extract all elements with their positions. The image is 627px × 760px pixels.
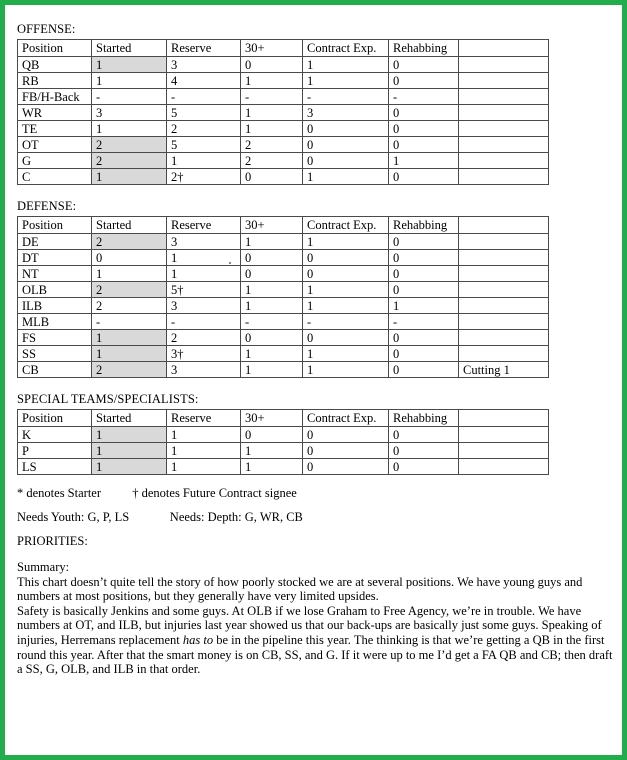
column-header-position: Position	[18, 40, 92, 57]
cell-started: 1	[92, 346, 167, 362]
cell-contract-exp: 1	[303, 169, 389, 185]
cell-position: FS	[18, 330, 92, 346]
cell-reserve: 3	[167, 57, 241, 73]
cell-position: RB	[18, 73, 92, 89]
column-header-position: Position	[18, 217, 92, 234]
cell-started: 1	[92, 427, 167, 443]
cell-thirty-plus: 1	[241, 298, 303, 314]
cell-contract-exp: 1	[303, 282, 389, 298]
cell-notes	[459, 153, 549, 169]
cell-started: 0	[92, 250, 167, 266]
column-header-contract-exp: Contract Exp.	[303, 410, 389, 427]
table-row	[18, 57, 549, 73]
cell-notes	[459, 459, 549, 475]
cell-notes	[459, 250, 549, 266]
cell-reserve: 1	[167, 153, 241, 169]
table-row	[18, 266, 549, 282]
cell-notes	[459, 137, 549, 153]
cell-started: 2	[92, 298, 167, 314]
cell-position: DE	[18, 234, 92, 250]
cell-reserve: 1	[167, 459, 241, 475]
summary-p2-part-a: Safety is basically Jenkins and some guys. At OLB if we lose Graham to Free Agency, we’re in trouble. We have numbers at OT, and ILB, but injuries last year showed us that our back-ups are basically just some guys. Speaking of injuries, Herremans replacement	[17, 603, 602, 647]
cell-started: 1	[92, 266, 167, 282]
column-header-reserve: Reserve	[167, 217, 241, 234]
cell-reserve: 2	[167, 330, 241, 346]
cell-reserve: 4	[167, 73, 241, 89]
cell-rehabbing: 0	[389, 362, 459, 378]
cell-contract-exp: 1	[303, 362, 389, 378]
table-row	[18, 89, 549, 105]
table-header-row	[18, 410, 549, 427]
column-header-contract-exp: Contract Exp.	[303, 217, 389, 234]
table-row	[18, 459, 549, 475]
cell-rehabbing: 0	[389, 234, 459, 250]
cell-position: CB	[18, 362, 92, 378]
cell-contract-exp: 0	[303, 330, 389, 346]
needs-line: Needs Youth: G, P, LS Needs: Depth: G, WR, CB	[17, 510, 303, 524]
cell-notes	[459, 89, 549, 105]
column-header-contract-exp: Contract Exp.	[303, 40, 389, 57]
cell-started: 2	[92, 282, 167, 298]
cell-thirty-plus: 2	[241, 153, 303, 169]
spacer	[14, 475, 610, 486]
table-row	[18, 153, 549, 169]
cell-notes	[459, 121, 549, 137]
cell-thirty-plus: 1	[241, 459, 303, 475]
cell-started: -	[92, 314, 167, 330]
cell-started: 1	[92, 443, 167, 459]
cell-position: NT	[18, 266, 92, 282]
cell-contract-exp: -	[303, 89, 389, 105]
cell-reserve: 1	[167, 443, 241, 459]
column-header-started: Started	[92, 40, 167, 57]
summary-paragraph-2	[17, 604, 617, 677]
cell-position: QB	[18, 57, 92, 73]
cell-started: 2	[92, 362, 167, 378]
table-row	[18, 169, 549, 185]
cell-reserve: 1	[167, 427, 241, 443]
summary-paragraph-1: This chart doesn’t quite tell the story of how poorly stocked we are at several positions. We have young guys and numbers at most positions, but they generally have very limited upsides.	[17, 574, 583, 604]
table-row	[18, 282, 549, 298]
cell-contract-exp: 0	[303, 266, 389, 282]
table-row	[18, 346, 549, 362]
cell-rehabbing: 0	[389, 330, 459, 346]
defense-depth-table	[17, 216, 549, 378]
cell-position: MLB	[18, 314, 92, 330]
cell-rehabbing: 0	[389, 282, 459, 298]
spacer	[14, 525, 610, 534]
cell-started: 1	[92, 121, 167, 137]
cell-position: G	[18, 153, 92, 169]
special-teams-table-body	[18, 410, 549, 475]
cell-rehabbing: -	[389, 314, 459, 330]
column-header-thirty-plus: 30+	[241, 410, 303, 427]
cell-rehabbing: 1	[389, 298, 459, 314]
spacer	[14, 549, 610, 560]
column-header-position: Position	[18, 410, 92, 427]
cell-rehabbing: 0	[389, 137, 459, 153]
cell-started: 1	[92, 57, 167, 73]
cell-position: WR	[18, 105, 92, 121]
cell-position: P	[18, 443, 92, 459]
cell-thirty-plus: 1	[241, 121, 303, 137]
offense-table-body	[18, 40, 549, 185]
table-row	[18, 330, 549, 346]
special-teams-depth-table	[17, 409, 549, 475]
table-header-row	[18, 217, 549, 234]
cell-notes	[459, 105, 549, 121]
scan-artifact-dot	[229, 262, 231, 264]
cell-started: 1	[92, 330, 167, 346]
cell-rehabbing: 0	[389, 57, 459, 73]
cell-thirty-plus: 1	[241, 443, 303, 459]
cell-notes	[459, 282, 549, 298]
section-title-defense: DEFENSE:	[17, 199, 77, 213]
cell-position: DT	[18, 250, 92, 266]
legend-denotes-line: * denotes Starter † denotes Future Contract signee	[17, 486, 297, 500]
cell-started: 1	[92, 459, 167, 475]
column-header-started: Started	[92, 410, 167, 427]
cell-contract-exp: 0	[303, 121, 389, 137]
cell-rehabbing: 0	[389, 443, 459, 459]
table-row	[18, 105, 549, 121]
column-header-rehabbing: Rehabbing	[389, 410, 459, 427]
cell-thirty-plus: 0	[241, 330, 303, 346]
cell-notes	[459, 73, 549, 89]
column-header-thirty-plus: 30+	[241, 40, 303, 57]
cell-contract-exp: -	[303, 314, 389, 330]
column-header-rehabbing: Rehabbing	[389, 40, 459, 57]
cell-reserve: 5	[167, 137, 241, 153]
spacer	[14, 378, 610, 392]
cell-position: OLB	[18, 282, 92, 298]
table-row	[18, 443, 549, 459]
table-row	[18, 121, 549, 137]
spacer	[14, 185, 610, 199]
summary-heading: Summary:	[17, 560, 70, 574]
cell-thirty-plus: -	[241, 314, 303, 330]
cell-position: LS	[18, 459, 92, 475]
cell-contract-exp: 0	[303, 427, 389, 443]
cell-reserve: 3†	[167, 346, 241, 362]
cell-rehabbing: 0	[389, 250, 459, 266]
column-header-thirty-plus: 30+	[241, 217, 303, 234]
summary-block	[17, 560, 617, 677]
cell-notes	[459, 266, 549, 282]
column-header-notes	[459, 410, 549, 427]
table-row	[18, 73, 549, 89]
cell-started: 1	[92, 73, 167, 89]
cell-thirty-plus: 1	[241, 73, 303, 89]
cell-contract-exp: 1	[303, 234, 389, 250]
cell-thirty-plus: -	[241, 89, 303, 105]
cell-position: K	[18, 427, 92, 443]
column-header-reserve: Reserve	[167, 410, 241, 427]
cell-started: 1	[92, 169, 167, 185]
cell-reserve: 2	[167, 121, 241, 137]
table-row	[18, 250, 549, 266]
cell-thirty-plus: 1	[241, 234, 303, 250]
table-row	[18, 362, 549, 378]
column-header-reserve: Reserve	[167, 40, 241, 57]
cell-notes	[459, 330, 549, 346]
cell-reserve: -	[167, 314, 241, 330]
cell-position: ILB	[18, 298, 92, 314]
cell-thirty-plus: 1	[241, 362, 303, 378]
document-body	[5, 5, 622, 755]
cell-contract-exp: 1	[303, 298, 389, 314]
cell-position: FB/H-Back	[18, 89, 92, 105]
cell-reserve: 5†	[167, 282, 241, 298]
spacer	[14, 501, 610, 510]
cell-contract-exp: 1	[303, 57, 389, 73]
column-header-started: Started	[92, 217, 167, 234]
cell-rehabbing: 0	[389, 121, 459, 137]
table-row	[18, 427, 549, 443]
column-header-rehabbing: Rehabbing	[389, 217, 459, 234]
cell-reserve: -	[167, 89, 241, 105]
cell-position: TE	[18, 121, 92, 137]
table-header-row	[18, 40, 549, 57]
cell-notes	[459, 427, 549, 443]
cell-thirty-plus: 1	[241, 282, 303, 298]
cell-notes: Cutting 1	[459, 362, 549, 378]
cell-contract-exp: 0	[303, 153, 389, 169]
cell-rehabbing: -	[389, 89, 459, 105]
cell-notes	[459, 443, 549, 459]
cell-thirty-plus: 1	[241, 346, 303, 362]
cell-contract-exp: 0	[303, 137, 389, 153]
cell-started: -	[92, 89, 167, 105]
cell-contract-exp: 0	[303, 459, 389, 475]
table-row	[18, 137, 549, 153]
section-title-special-teams: SPECIAL TEAMS/SPECIALISTS:	[17, 392, 199, 406]
cell-thirty-plus: 0	[241, 169, 303, 185]
cell-contract-exp: 1	[303, 73, 389, 89]
cell-rehabbing: 0	[389, 169, 459, 185]
cell-notes	[459, 57, 549, 73]
cell-position: C	[18, 169, 92, 185]
cell-contract-exp: 0	[303, 443, 389, 459]
cell-contract-exp: 0	[303, 250, 389, 266]
cell-reserve: 2†	[167, 169, 241, 185]
defense-table-body	[18, 217, 549, 378]
cell-thirty-plus: 1	[241, 105, 303, 121]
cell-rehabbing: 0	[389, 105, 459, 121]
cell-thirty-plus: 0	[241, 266, 303, 282]
cell-started: 2	[92, 153, 167, 169]
section-title-offense: OFFENSE:	[17, 22, 76, 36]
column-header-notes	[459, 217, 549, 234]
cell-started: 3	[92, 105, 167, 121]
summary-p2-emphasis: has to	[182, 632, 214, 647]
table-row	[18, 298, 549, 314]
cell-started: 2	[92, 137, 167, 153]
cell-position: OT	[18, 137, 92, 153]
cell-rehabbing: 0	[389, 346, 459, 362]
cell-notes	[459, 169, 549, 185]
cell-thirty-plus: 0	[241, 427, 303, 443]
cell-reserve: 1	[167, 250, 241, 266]
cell-notes	[459, 346, 549, 362]
cell-thirty-plus: 0	[241, 57, 303, 73]
cell-rehabbing: 0	[389, 73, 459, 89]
summary-p2-part-b: be in the pipeline this year. The thinking is that we’re getting a QB in the first round this year. After that the smart money is on CB, SS, and G. If it were up to me I’d get a FA QB and CB; then draft a SS, G, OLB, and ILB in that order.	[17, 632, 613, 677]
cell-rehabbing: 1	[389, 153, 459, 169]
offense-depth-table	[17, 39, 549, 185]
cell-started: 2	[92, 234, 167, 250]
priorities-heading: PRIORITIES:	[17, 534, 88, 548]
table-row	[18, 234, 549, 250]
cell-reserve: 3	[167, 234, 241, 250]
cell-position: SS	[18, 346, 92, 362]
column-header-notes	[459, 40, 549, 57]
cell-notes	[459, 234, 549, 250]
cell-notes	[459, 314, 549, 330]
table-row	[18, 314, 549, 330]
cell-reserve: 5	[167, 105, 241, 121]
cell-notes	[459, 298, 549, 314]
cell-contract-exp: 3	[303, 105, 389, 121]
cell-rehabbing: 0	[389, 459, 459, 475]
cell-thirty-plus: 0	[241, 250, 303, 266]
cell-rehabbing: 0	[389, 427, 459, 443]
cell-reserve: 3	[167, 298, 241, 314]
cell-reserve: 3	[167, 362, 241, 378]
cell-reserve: 1	[167, 266, 241, 282]
cell-thirty-plus: 2	[241, 137, 303, 153]
cell-contract-exp: 1	[303, 346, 389, 362]
cell-rehabbing: 0	[389, 266, 459, 282]
